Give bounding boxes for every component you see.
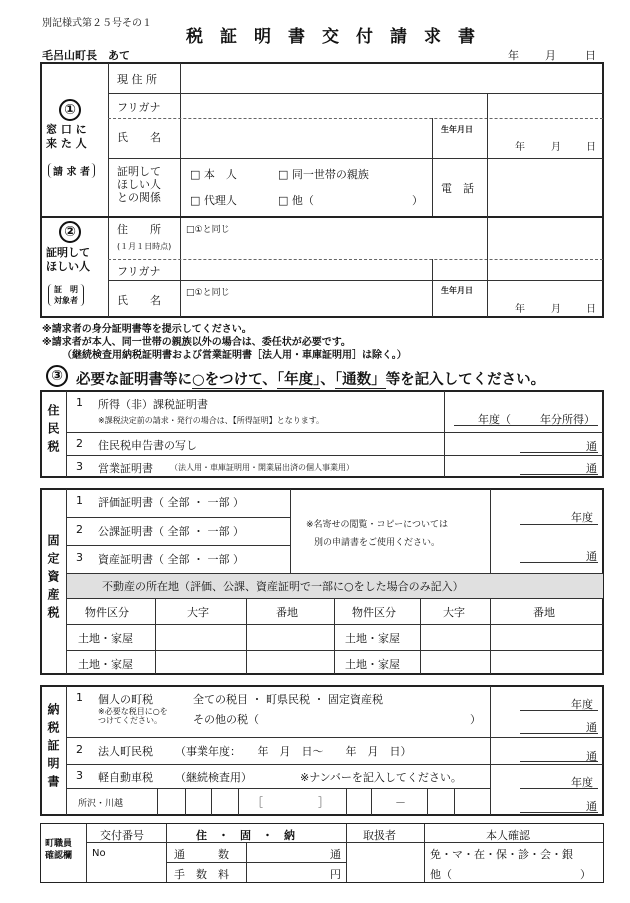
s2-birth-month: 月 [551,304,561,315]
col-banchi-2: 番地 [533,606,555,619]
kind-cell[interactable]: 土地・家屋 [345,632,400,645]
form-number: 別記様式第２５号その１ [42,18,152,29]
asset-certificate[interactable]: 資産証明書（ 全部 ・ 一部 ） [98,553,244,566]
relation-self[interactable]: □ 本 人 [190,168,237,181]
other-tax[interactable]: その他の税（ [193,713,259,726]
personal-tax[interactable]: 個人の町税 [98,693,153,706]
fixed-asset-label: 固定資産税 [46,534,60,624]
addressee: 毛呂山町長 あて [42,49,130,62]
id-check-header: 本人確認 [486,829,530,842]
col-kind-2: 物件区分 [352,606,396,619]
kind-cell[interactable]: 土地・家屋 [78,658,133,671]
target-label: 証 明 対象者 [48,284,84,306]
note-2: ※請求者が本人、同一世帯の親族以外の場合は、委任状が必要です。 [42,337,351,348]
section2-label: 証明して ほしい人 [46,246,90,273]
kind-cell[interactable]: 土地・家屋 [345,658,400,671]
copies-label: 通 数 [174,848,229,861]
resident-num-1: 1 [76,396,83,409]
date-day: 日 [585,49,596,62]
section1-label: 窓 口 に 来 た 人 [46,123,87,150]
resident-copies-3: 通 [586,462,597,475]
fixed-num-3: 3 [76,551,83,564]
income-year: 年分所得） [540,413,595,426]
s2-name-label: 氏 名 [117,294,161,307]
tax-num-1: 1 [76,691,83,704]
col-oaza-1: 大字 [187,606,209,619]
col-kind-1: 物件区分 [85,606,129,619]
corporate-tax[interactable]: 法人町民税 [98,745,153,758]
s2-address-note: (１月１日時点) [117,242,172,251]
tax-copies-2: 通 [586,750,597,763]
issue-number-field[interactable]: No [92,848,106,859]
requester-label: 請 求 者 [48,163,95,178]
plate-bracket-l: ［ [252,796,263,809]
birth-label: 生年月日 [441,125,473,134]
income-certificate-note: ※課税決定前の請求・発行の場合は、【所得証明】となります。 [98,416,325,425]
id-types[interactable]: 免・マ・在・保・診・会・銀 [430,848,573,861]
income-certificate[interactable]: 所得（非）課税証明書 [98,398,208,411]
property-location-title: 不動産の所在地（評価、公課、資産証明で一部に○をした場合のみ記入） [102,580,464,593]
id-other-close: ） [580,868,591,881]
inspection-use: （継続検査用） [175,771,252,784]
plate-region: 所沢・川越 [78,799,124,809]
tax-payment-label: 納税証明書 [46,703,60,793]
fixed-copies: 通 [586,550,597,563]
tax-copies-1: 通 [586,721,597,734]
handler-header: 取扱者 [363,829,396,842]
furigana-label: フリガナ [117,101,161,114]
business-certificate[interactable]: 営業証明書 [98,462,153,475]
relation-agent[interactable]: □ 代理人 [190,194,237,207]
plate-bracket-r: ］ [318,796,329,809]
other-tax-close: ） [470,713,481,726]
s2-same-name[interactable]: □①と同じ [186,288,230,298]
personal-tax-note: ※必要な税目に○を つけてください。 [98,707,168,725]
tax-copies-3: 通 [586,800,597,813]
issue-number-header: 交付番号 [100,829,144,842]
name-label: 氏 名 [117,131,161,144]
col-banchi-1: 番地 [276,606,298,619]
kind-cell[interactable]: 土地・家屋 [78,632,133,645]
section3-badge: ③ [46,365,68,387]
address-label: 現 住 所 [117,73,157,86]
business-certificate-note: （法人用・車庫証明用・開業届出済の個人事業用） [170,463,354,472]
fixed-nendo: 年度 [571,511,593,524]
s2-birth-day: 日 [586,304,596,315]
birth-month: 月 [551,142,561,153]
relation-household[interactable]: □ 同一世帯の親族 [278,168,369,181]
income-nendo: 年度（ [478,413,511,426]
id-other[interactable]: 他（ [430,868,452,881]
date-month: 月 [545,49,556,62]
fixed-num-2: 2 [76,523,83,536]
s2-address-label: 住 所 [117,223,161,236]
tax-nendo-3: 年度 [571,776,593,789]
section2-badge: ② [59,221,81,243]
date-year: 年 [508,49,519,62]
relation-other[interactable]: □ 他（ [278,194,314,207]
fixed-num-1: 1 [76,494,83,507]
relation-other-close: ） [412,194,423,207]
valuation-certificate[interactable]: 評価証明書（ 全部 ・ 一部 ） [98,496,244,509]
page-title: 税 証 明 書 交 付 請 求 書 [186,27,475,47]
s2-same-address[interactable]: □①と同じ [186,225,230,235]
name-register-note: ※名寄せの閲覧・コピーについては 別の申請書をご使用ください。 [306,520,449,548]
col-oaza-2: 大字 [443,606,465,619]
s2-birth-year: 年 [515,304,525,315]
plate-note: ※ナンバーを記入してください。 [300,771,462,784]
tax-type-header: 住 ・ 固 ・ 納 [196,829,295,842]
plate-dash: － [395,796,406,809]
tax-nendo-1: 年度 [571,698,593,711]
copies-unit: 通 [330,848,341,861]
fiscal-year: （事業年度： 年 月 日～ 年 月 日） [175,745,412,758]
section3-heading: 必要な証明書等に○をつけて、「年度」、「通数」等を記入してください。 [76,372,546,388]
note-3: （継続検査用納税証明書および営業証明書［法人用・車庫証明用］は除く。） [62,350,407,361]
resident-return-copy[interactable]: 住民税申告書の写し [98,439,197,452]
assessment-certificate[interactable]: 公課証明書（ 全部 ・ 一部 ） [98,525,244,538]
fee-unit: 円 [330,868,341,881]
relation-label: 証明して ほしい人 との関係 [117,165,161,204]
section1-badge: ① [59,99,81,121]
resident-num-2: 2 [76,437,83,450]
tax-num-2: 2 [76,743,83,756]
birth-day: 日 [586,142,596,153]
s2-furigana-label: フリガナ [117,265,161,278]
s2-birth-label: 生年月日 [441,286,473,295]
light-vehicle-tax[interactable]: 軽自動車税 [98,771,153,784]
birth-year: 年 [515,142,525,153]
personal-tax-items[interactable]: 全ての税目 ・ 町県民税 ・ 固定資産税 [193,693,383,706]
tax-num-3: 3 [76,769,83,782]
resident-num-3: 3 [76,460,83,473]
resident-tax-label: 住民税 [46,404,60,458]
staff-label: 町職員 確認欄 [45,839,73,861]
note-1: ※請求者の身分証明書等を提示してください。 [42,324,252,335]
phone-label: 電 話 [441,182,474,195]
fee-label: 手 数 料 [174,868,229,881]
resident-copies-2: 通 [586,440,597,453]
